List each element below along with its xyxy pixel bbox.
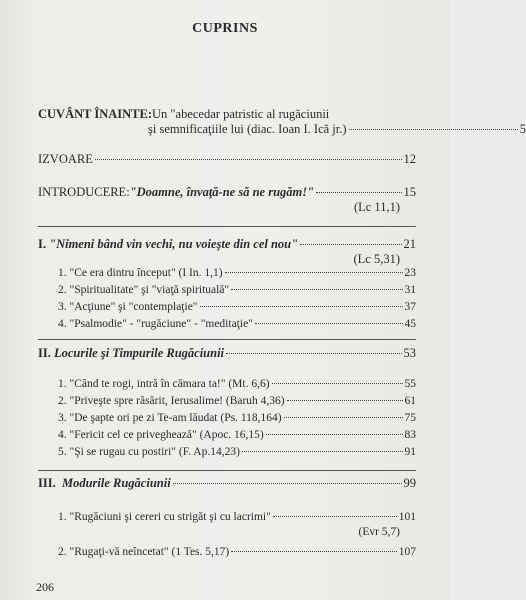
leader-dots <box>316 192 401 193</box>
page-number: 83 <box>404 429 416 441</box>
page-title: CUPRINS <box>192 21 258 36</box>
entry-label-bold: CUVÂNT ÎNAINTE: <box>38 107 153 121</box>
page-number: 61 <box>404 395 416 407</box>
subentry-label: 2. "Spiritualitate" şi "viaţă spirituală" <box>58 284 230 296</box>
page-number: 55 <box>404 378 416 390</box>
toc-entry-sources <box>38 152 416 167</box>
page-number: 37 <box>404 301 416 313</box>
leader-dots <box>272 383 403 384</box>
toc-subentry <box>58 266 416 281</box>
leader-dots <box>300 244 401 245</box>
entry-reference: (Lc 11,1) <box>353 200 400 214</box>
entry-label: IZVOARE <box>38 152 93 166</box>
section-numeral: I. <box>38 237 46 251</box>
toc-subentry <box>58 445 416 460</box>
divider <box>38 339 416 340</box>
toc-section-3 <box>38 476 416 491</box>
leader-dots <box>242 451 403 452</box>
toc-subentry <box>58 510 416 540</box>
subentry-label: 2. "Priveşte spre răsărit, Ierusalime! (Baruh 4,36) <box>58 395 285 407</box>
leader-dots <box>273 516 397 517</box>
section-title: Modurile Rugăciunii <box>61 476 171 490</box>
subentry-label: 3. "De şapte ori pe zi Te-am lăudat (Ps. 118,164) <box>58 412 282 424</box>
page-number: 45 <box>404 318 416 330</box>
leader-dots <box>231 289 402 290</box>
leader-dots <box>200 306 403 307</box>
divider <box>38 470 416 471</box>
divider <box>38 226 416 227</box>
page-number: 21 <box>403 237 416 251</box>
page-number: 53 <box>403 346 416 360</box>
subentry-label: 1. "Rugăciuni şi cereri cu strigăt şi cu lacrimi" <box>58 511 271 523</box>
section-numeral: III. <box>38 476 56 490</box>
toc-subentry <box>58 317 416 332</box>
page-number: 31 <box>404 284 416 296</box>
entry-label: INTRODUCERE: <box>38 185 130 199</box>
toc-subentry <box>58 377 416 392</box>
subentry-label: 3. "Acţiune" şi "contemplaţie" <box>58 301 198 313</box>
page-number: 101 <box>398 511 416 523</box>
toc-subentry <box>58 428 416 443</box>
leader-dots <box>226 353 401 354</box>
leader-dots <box>225 272 403 273</box>
toc-subentry <box>58 300 416 315</box>
page-number: 107 <box>398 546 416 558</box>
subentry-label: 2. "Rugaţi-vă neîncetat" (1 Tes. 5,17) <box>58 546 230 558</box>
page-number: 75 <box>404 412 416 424</box>
section-numeral: II. <box>38 346 51 360</box>
page-number: 5 <box>519 122 526 136</box>
toc-section-1 <box>38 237 416 267</box>
leader-dots <box>349 129 518 130</box>
subentry-reference: (Evr 5,7) <box>358 526 400 538</box>
leader-dots <box>266 434 403 435</box>
toc-entry-foreword <box>38 107 526 137</box>
page-number: 99 <box>403 476 416 490</box>
toc-section-2 <box>38 346 416 361</box>
toc-subentry <box>58 283 416 298</box>
page-number-footer: 206 <box>36 580 54 594</box>
leader-dots <box>173 483 402 484</box>
subentry-label: 1. "Ce era dintru început" (I In. 1,1) <box>58 267 223 279</box>
subentry-label: 5. "Şi se rugau cu postiri" (F. Ap.14,23) <box>58 446 240 458</box>
leader-dots <box>95 159 402 160</box>
toc-subentry <box>58 411 416 426</box>
section-title: Locurile şi Timpurile Rugăciunii <box>53 346 225 360</box>
entry-text: Un "abecedar patristic al rugăciunii <box>152 107 330 121</box>
subentry-label: 4. "Psalmodie" - "rugăciune" - "meditaţie" <box>58 318 253 330</box>
toc-subentry <box>58 545 416 560</box>
leader-dots <box>231 551 397 552</box>
entry-quote: "Doamne, învaţă-ne să ne rugăm!" <box>129 185 315 199</box>
page-number: 15 <box>403 185 416 199</box>
entry-text-cont: şi semnificaţiile lui (diac. Ioan I. Ică jr.) <box>148 122 347 136</box>
toc-entry-introduction <box>38 185 416 215</box>
section-reference: (Lc 5,31) <box>353 252 400 266</box>
leader-dots <box>255 323 403 324</box>
subentry-label: 4. "Fericit cel ce priveghează" (Apoc. 16,15) <box>58 429 264 441</box>
page-number: 91 <box>404 446 416 458</box>
page-number: 12 <box>403 152 416 166</box>
leader-dots <box>284 417 403 418</box>
leader-dots <box>287 400 403 401</box>
toc-subentry <box>58 394 416 409</box>
page-number: 23 <box>404 267 416 279</box>
section-title: "Nimeni bând vin vechi, nu voieşte din cel nou" <box>49 237 299 251</box>
subentry-label: 1. "Când te rogi, intră în cămara ta!" (Mt. 6,6) <box>58 378 270 390</box>
